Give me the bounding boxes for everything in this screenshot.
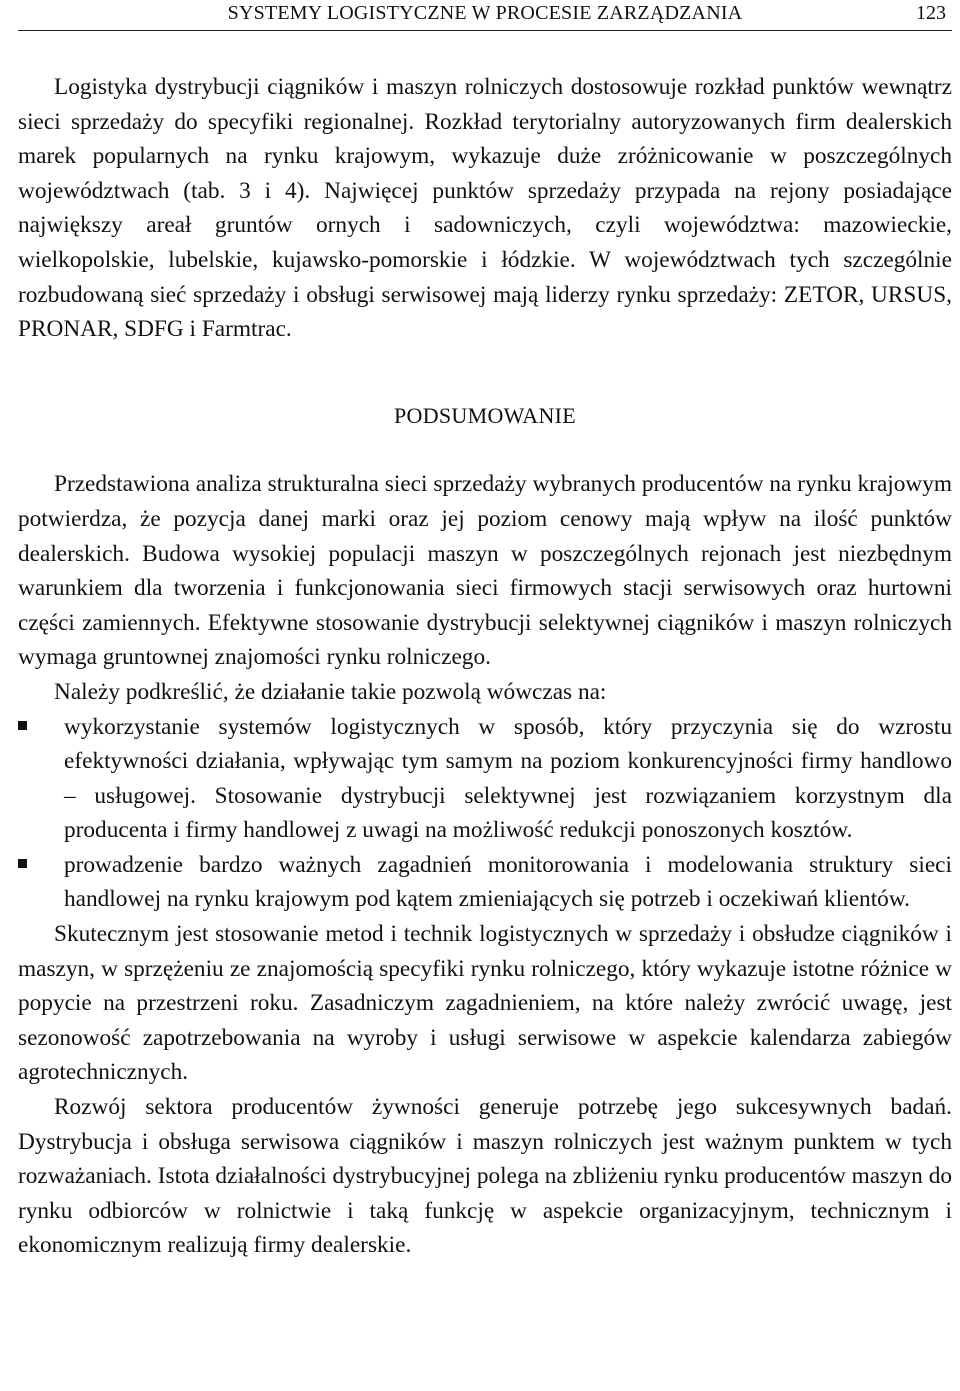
bullet-list: [18, 710, 952, 918]
body-text: [18, 70, 952, 1263]
list-item-text: wykorzystanie systemów logistycznych w sposób, który przyczynia się do wzrostu efektywności działania, wpływając tym samym na poziom konkurencyjności firmy handlowo – usługowej. Stosowanie dystrybucji selektywnej jest rozwiązaniem korzystnym dla producenta i firmy handlowej z uwagi na możliwość redukcji ponoszonych kosztów.: [64, 713, 952, 844]
page-number: 123: [916, 2, 946, 24]
paragraph-distribution-logistics: Logistyka dystrybucji ciągników i maszyn rolniczych dostosowuje rozkład punktów wewnątrz sieci sprzedaży do specyfiki regionalnej. Rozkład terytorialny autoryzowanych firm dealerskich marek popularnych na rynku krajowym, wykazuje duże zróżnicowanie w poszczególnych województwach (tab. 3 i 4). Najwięcej punktów sprzedaży przypada na rejony posiadające największy areał gruntów ornych i sadowniczych, czyli województwa: mazowieckie, wielkopolskie, lubelskie, kujawsko-pomorskie i łódzkie. W województwach tych szczególnie rozbudowaną sieć sprzedaży i obsługi serwisowej mają liderzy rynku sprzedaży: ZETOR, URSUS, PRONAR, SDFG i Farmtrac.: [18, 74, 952, 343]
running-header-title: SYSTEMY LOGISTYCZNE W PROCESIE ZARZĄDZANIA: [227, 2, 743, 24]
paragraph-food-sector: Rozwój sektora producentów żywności generuje potrzebę jego sukcesywnych badań. Dystrybucja i obsługa serwisowa ciągników i maszyn rolniczych jest ważnym punktem w tych rozważaniach. Istota działalności dystrybucyjnej polega na zbliżeniu rynku producentów maszyn do rynku odbiorców w rolnictwie i taką funkcję w aspekcie organizacyjnym, technicznym i ekonomicznym realizują firmy dealerskie.: [18, 1094, 952, 1259]
paragraph-summary-analysis: Przedstawiona analiza strukturalna sieci sprzedaży wybranych producentów na rynku krajowym potwierdza, że pozycja danej marki oraz jej poziom cenowy mają wpływ na ilość punktów dealerskich. Budowa wysokiej populacji maszyn w poszczególnych rejonach jest niezbędnym warunkiem dla tworzenia i funkcjonowania sieci firmowych stacji serwisowych oraz hurtowni części zamiennych. Efektywne stosowanie dystrybucji selektywnej ciągników i maszyn rolniczych wymaga gruntownej znajomości rynku rolniczego.: [18, 471, 952, 671]
list-item-text: prowadzenie bardzo ważnych zagadnień monitorowania i modelowania struktury sieci handlowej na rynku krajowym pod kątem zmieniających się potrzeb i oczekiwań klientów.: [64, 851, 952, 913]
running-header: [18, 0, 952, 31]
square-bullet-icon: [18, 721, 27, 730]
list-item: [18, 710, 952, 848]
paragraph-list-intro: Należy podkreślić, że działanie takie pozwolą wówczas na:: [54, 678, 607, 705]
section-title-summary: PODSUMOWANIE: [393, 402, 577, 428]
square-bullet-icon: [18, 859, 27, 868]
list-item: [18, 848, 952, 917]
paragraph-logistics-methods: Skutecznym jest stosowanie metod i technik logistycznych w sprzedaży i obsłudze ciągników i maszyn, w sprzężeniu ze znajomością specyfiki rynku rolniczego, który wykazuje istotne różnice w popycie na przestrzeni roku. Zasadniczym zagadnieniem, na które należy zwrócić uwagę, jest sezonowość zapotrzebowania na wyroby i usługi serwisowe w aspekcie kalendarza zabiegów agrotechnicznych.: [18, 921, 952, 1086]
